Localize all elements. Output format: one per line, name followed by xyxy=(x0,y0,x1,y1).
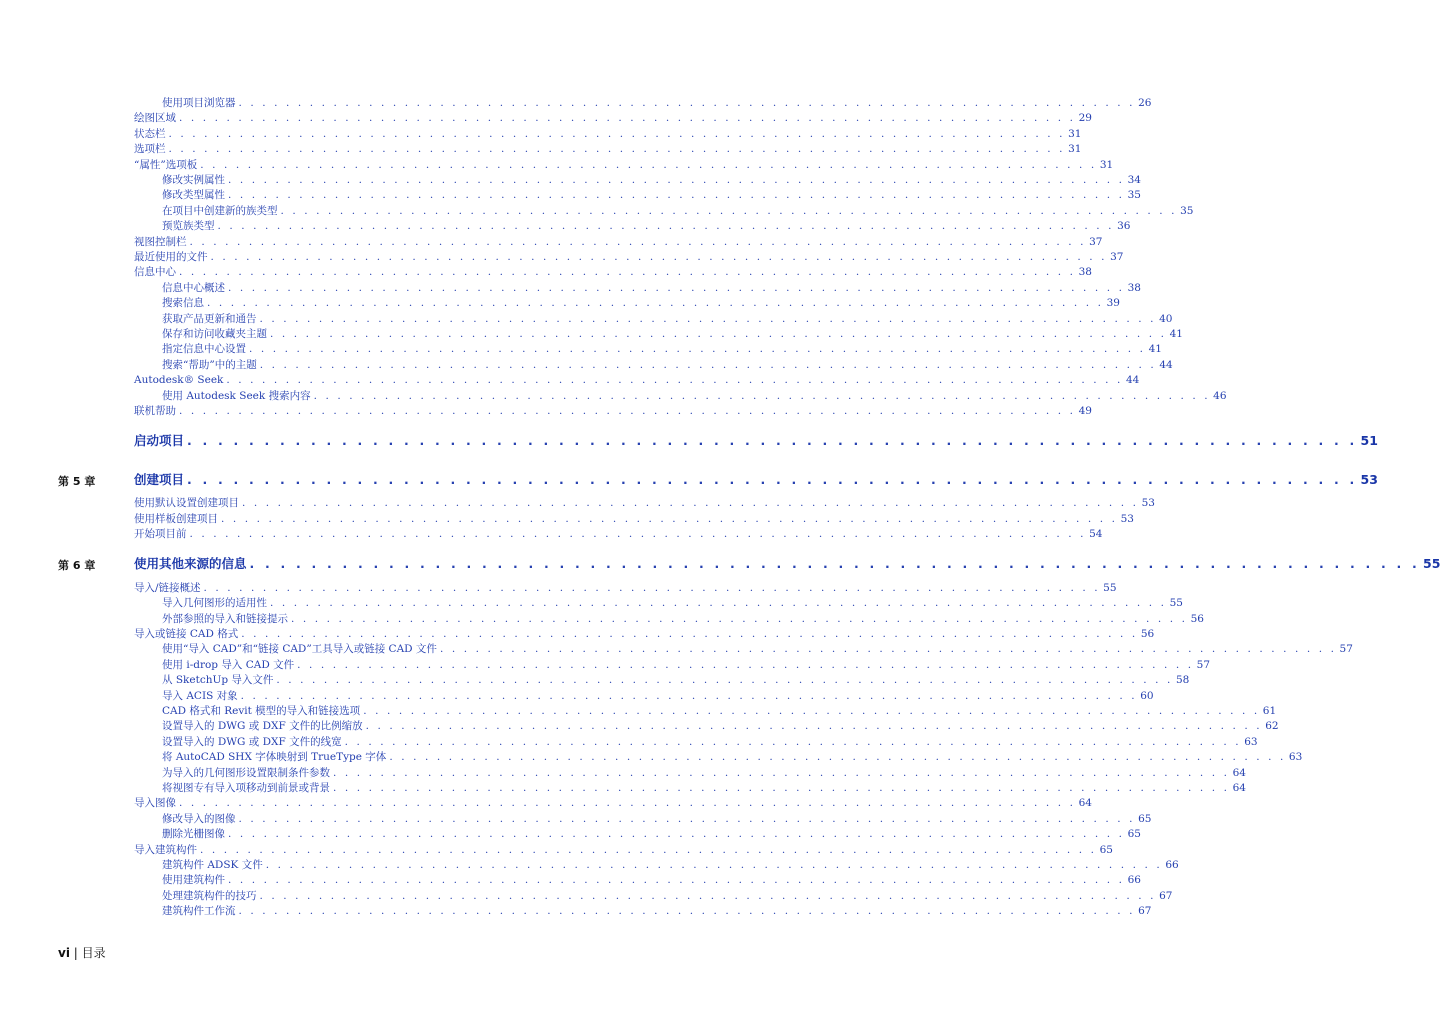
toc-page-number: 35 xyxy=(1180,204,1194,217)
toc-entry[interactable] xyxy=(0,219,1131,233)
toc-leader-dots: . . . . . . . . . . . . . . . . . . . . . . . . . . . . . . . . . . . . . . . . . . . . . . . . . . . . . . . . . . . . . . . . . . . . . . . . . . . . xyxy=(259,889,1157,902)
toc-entry-title: 将 AutoCAD SHX 字体映射到 TrueType 字体 xyxy=(162,751,387,764)
toc-entry-title: 修改类型属性 xyxy=(162,189,225,202)
toc-leader-dots: . . . . . . . . . . . . . . . . . . . . . . . . . . . . . . . . . . . . . . . . . . . . . . . . . . . . . . . . . . . . . . . . . . . . . . . . . . . . xyxy=(238,812,1136,825)
toc-page-number: 53 xyxy=(1120,512,1134,525)
toc-leader-dots: . . . . . . . . . . . . . . . . . . . . . . . . . . . . . . . . . . . . . . . . . . . . . . . . . . . . . . . . . . . . . . . . . . . . . . . . . . . . xyxy=(203,581,1101,594)
toc-leader-dots: . . . . . . . . . . . . . . . . . . . . . . . . . . . . . . . . . . . . . . . . . . . . . . . . . . . . . . . . . . . . . . . . . . . . . . . . . . . . xyxy=(228,828,1125,841)
toc-page-number: 38 xyxy=(1078,266,1092,279)
toc-leader-dots: . . . . . . . . . . . . . . . . . . . . . . . . . . . . . . . . . . . . . . . . . . . . . . . . . . . . . . . . . . . . . . . . . . . . . . . . . . . . xyxy=(179,405,1076,417)
toc-leader-dots: . . . . . . . . . . . . . . . . . . . . . . . . . . . . . . . . . . . . . . . . . . . . . . . . . . . . . . . . . . . . . . . . . . . . . . . . . . . . xyxy=(363,705,1260,717)
toc-entry-title: 使用项目浏览器 xyxy=(162,97,236,109)
toc-entry-title: 使用样板创建项目 xyxy=(134,512,218,525)
toc-entry-title: 建筑构件工作流 xyxy=(162,905,236,918)
toc-leader-dots: . . . . . . . . . . . . . . . . . . . . . . . . . . . . . . . . . . . . . . . . . . . . . . . . . . . . . . . . . . . . . . . . . . . . . . . . . . . . xyxy=(200,158,1097,171)
toc-entry-title: Autodesk® Seek xyxy=(134,374,224,387)
toc-page-number: 51 xyxy=(1360,433,1378,449)
toc-page-number: 66 xyxy=(1127,874,1141,887)
toc-page-number: 35 xyxy=(1127,189,1141,202)
toc-leader-dots: . . . . . . . . . . . . . . . . . . . . . . . . . . . . . . . . . . . . . . . . . . . . . . . . . . . . . . . . . . . . . . . . . . . . . . . . . . . . xyxy=(240,689,1138,702)
toc-entry[interactable] xyxy=(0,512,1134,526)
toc-leader-dots: . . . . . . . . . . . . . . . . . . . . . . . . . . . . . . . . . . . . . . . . . . . . . . . . . . . . . . . . . . . . . . . . . . . . . . . . . . . . xyxy=(187,433,1358,449)
toc-entry-title: 使用其他来源的信息 xyxy=(134,556,247,572)
toc-entry-title: 修改实例属性 xyxy=(162,174,225,186)
toc-entry-title: 使用 Autodesk Seek 搜索内容 xyxy=(162,389,311,402)
toc-entry[interactable] xyxy=(0,596,1183,610)
toc-leader-dots: . . . . . . . . . . . . . . . . . . . . . . . . . . . . . . . . . . . . . . . . . . . . . . . . . . . . . . . . . . . . . . . . . . . . . . . . . . . . xyxy=(270,597,1167,610)
toc-entry-title: 指定信息中心设置 xyxy=(162,343,246,356)
toc-entry[interactable] xyxy=(0,281,1141,295)
toc-entry-title: 导入建筑构件 xyxy=(134,843,197,856)
toc-leader-dots: . . . . . . . . . . . . . . . . . . . . . . . . . . . . . . . . . . . . . . . . . . . . . . . . . . . . . . . . . . . . . . . . . . . . . . . . . . . . xyxy=(389,751,1286,764)
toc-leader-dots: . . . . . . . . . . . . . . . . . . . . . . . . . . . . . . . . . . . . . . . . . . . . . . . . . . . . . . . . . . . . . . . . . . . . . . . . . . . . xyxy=(249,343,1146,356)
toc-leader-dots: . . . . . . . . . . . . . . . . . . . . . . . . . . . . . . . . . . . . . . . . . . . . . . . . . . . . . . . . . . . . . . . . . . . . . . . . . . . . xyxy=(291,612,1188,625)
toc-leader-dots: . . . . . . . . . . . . . . . . . . . . . . . . . . . . . . . . . . . . . . . . . . . . . . . . . . . . . . . . . . . . . . . . . . . . . . . . . . . . xyxy=(242,497,1139,510)
toc-leader-dots: . . . . . . . . . . . . . . . . . . . . . . . . . . . . . . . . . . . . . . . . . . . . . . . . . . . . . . . . . . . . . . . . . . . . . . . . . . . . xyxy=(228,189,1125,202)
toc-entry-title: 使用 i-drop 导入 CAD 文件 xyxy=(162,658,295,671)
toc-page-number: 36 xyxy=(1117,220,1131,233)
footer-page-number: vi xyxy=(58,946,70,960)
toc-entry[interactable] xyxy=(0,766,1246,780)
toc-page-number: 53 xyxy=(1141,497,1155,510)
toc-entry[interactable] xyxy=(0,373,1140,387)
toc-page-number: 31 xyxy=(1099,158,1114,171)
toc-entry-title: 将视图专有导入项移动到前景或背景 xyxy=(162,782,330,794)
toc-page-number: 46 xyxy=(1213,389,1227,402)
toc-leader-dots: . . . . . . . . . . . . . . . . . . . . . . . . . . . . . . . . . . . . . . . . . . . . . . . . . . . . . . . . . . . . . . . . . . . . . . . . . . . . xyxy=(238,905,1136,918)
toc-leader-dots: . . . . . . . . . . . . . . . . . . . . . . . . . . . . . . . . . . . . . . . . . . . . . . . . . . . . . . . . . . . . . . . . . . . . . . . . . . . . xyxy=(228,174,1125,186)
toc-entry[interactable] xyxy=(0,858,1179,872)
toc-entry-title: 从 SketchUp 导入文件 xyxy=(162,674,274,687)
toc-page-number: 55 xyxy=(1423,556,1440,572)
toc-entry[interactable] xyxy=(0,642,1353,656)
toc-page-number: 56 xyxy=(1140,628,1155,640)
toc-entry-title: 导入几何图形的适用性 xyxy=(162,597,267,610)
toc-page-number: 55 xyxy=(1169,597,1183,610)
toc-entry-title: “属性”选项板 xyxy=(134,158,198,171)
toc-page-number: 58 xyxy=(1175,674,1190,687)
toc-entry-title: 导入或链接 CAD 格式 xyxy=(134,628,239,640)
toc-page-number: 38 xyxy=(1127,281,1141,294)
toc-entry[interactable] xyxy=(0,904,1152,918)
toc-entry[interactable] xyxy=(0,796,1092,810)
toc-entry[interactable] xyxy=(0,719,1279,733)
toc-page-number: 64 xyxy=(1078,797,1092,810)
toc-entry[interactable] xyxy=(0,689,1154,703)
toc-leader-dots: . . . . . . . . . . . . . . . . . . . . . . . . . . . . . . . . . . . . . . . . . . . . . . . . . . . . . . . . . . . . . . . . . . . . . . . . . . . . xyxy=(238,97,1136,109)
toc-entry[interactable] xyxy=(0,527,1103,541)
toc-entry[interactable] xyxy=(0,158,1114,172)
toc-leader-dots: . . . . . . . . . . . . . . . . . . . . . . . . . . . . . . . . . . . . . . . . . . . . . . . . . . . . . . . . . . . . . . . . . . . . . . . . . . . . xyxy=(313,389,1211,402)
toc-entry[interactable] xyxy=(0,781,1246,795)
toc-leader-dots: . . . . . . . . . . . . . . . . . . . . . . . . . . . . . . . . . . . . . . . . . . . . . . . . . . . . . . . . . . . . . . . . . . . . . . . . . . . . xyxy=(333,782,1230,794)
toc-entry-title: 在项目中创建新的族类型 xyxy=(162,204,278,217)
toc-leader-dots: . . . . . . . . . . . . . . . . . . . . . . . . . . . . . . . . . . . . . . . . . . . . . . . . . . . . . . . . . . . . . . . . . . . . . . . . . . . . xyxy=(259,358,1157,371)
toc-entry-title: 搜索“帮助”中的主题 xyxy=(162,358,257,371)
toc-page-number: 34 xyxy=(1127,174,1141,186)
toc-entry-title: 状态栏 xyxy=(134,127,166,140)
toc-leader-dots: . . . . . . . . . . . . . . . . . . . . . . . . . . . . . . . . . . . . . . . . . . . . . . . . . . . . . . . . . . . . . . . . . . . . . . . . . . . . xyxy=(207,297,1104,310)
toc-leader-dots: . . . . . . . . . . . . . . . . . . . . . . . . . . . . . . . . . . . . . . . . . . . . . . . . . . . . . . . . . . . . . . . . . . . . . . . . . . . . xyxy=(365,720,1263,733)
toc-entry-title: 处理建筑构件的技巧 xyxy=(162,889,257,902)
toc-entry[interactable] xyxy=(0,612,1204,626)
toc-entry[interactable] xyxy=(0,873,1141,887)
toc-page-number: 39 xyxy=(1106,297,1120,310)
toc-entry[interactable] xyxy=(0,704,1277,718)
toc-leader-dots: . . . . . . . . . . . . . . . . . . . . . . . . . . . . . . . . . . . . . . . . . . . . . . . . . . . . . . . . . . . . . . . . . . . . . . . . . . . . xyxy=(259,312,1157,325)
toc-entry-title: 导入图像 xyxy=(134,797,176,810)
chapter-label: 第 6 章 xyxy=(58,559,96,573)
toc-entry[interactable] xyxy=(0,750,1303,764)
toc-leader-dots: . . . . . . . . . . . . . . . . . . . . . . . . . . . . . . . . . . . . . . . . . . . . . . . . . . . . . . . . . . . . . . . . . . . . . . . . . . . . xyxy=(228,874,1125,887)
toc-page-number: 40 xyxy=(1159,312,1173,325)
toc-entry[interactable] xyxy=(0,327,1183,341)
toc-entry[interactable] xyxy=(0,496,1155,510)
toc-entry-title: 最近使用的文件 xyxy=(134,251,208,263)
toc-leader-dots: . . . . . . . . . . . . . . . . . . . . . . . . . . . . . . . . . . . . . . . . . . . . . . . . . . . . . . . . . . . . . . . . . . . . . . . . . . . . xyxy=(189,528,1087,540)
toc-page-number: 37 xyxy=(1110,251,1124,263)
toc-page-number: 57 xyxy=(1196,658,1211,671)
toc-page-number: 64 xyxy=(1232,782,1246,794)
toc-entry[interactable] xyxy=(0,827,1141,841)
toc-entry[interactable] xyxy=(0,889,1173,903)
toc-page-number: 37 xyxy=(1089,235,1103,248)
toc-entry-title: 使用建筑构件 xyxy=(162,874,225,887)
toc-leader-dots: . . . . . . . . . . . . . . . . . . . . . . . . . . . . . . . . . . . . . . . . . . . . . . . . . . . . . . . . . . . . . . . . . . . . . . . . . . . . xyxy=(221,512,1118,525)
toc-entry[interactable] xyxy=(0,342,1162,356)
footer-section-title: 目录 xyxy=(81,946,106,960)
toc-page-number: 44 xyxy=(1126,374,1140,387)
toc-entry-title: 修改导入的图像 xyxy=(162,812,236,825)
toc-leader-dots: . . . . . . . . . . . . . . . . . . . . . . . . . . . . . . . . . . . . . . . . . . . . . . . . . . . . . . . . . . . . . . . . . . . . . . . . . . . . xyxy=(265,859,1163,871)
toc-entry-title: 开始项目前 xyxy=(134,528,187,540)
toc-entry-title: 导入/链接概述 xyxy=(134,581,201,594)
toc-chapter-entry[interactable] xyxy=(0,556,1440,572)
toc-leader-dots: . . . . . . . . . . . . . . . . . . . . . . . . . . . . . . . . . . . . . . . . . . . . . . . . . . . . . . . . . . . . . . . . . . . . . . . . . . . . xyxy=(439,643,1337,656)
toc-entry[interactable] xyxy=(0,96,1152,110)
toc-entry-title: 绘图区域 xyxy=(134,112,176,125)
toc-leader-dots: . . . . . . . . . . . . . . . . . . . . . . . . . . . . . . . . . . . . . . . . . . . . . . . . . . . . . . . . . . . . . . . . . . . . . . . . . . . . xyxy=(179,266,1076,279)
toc-page-number: 57 xyxy=(1339,643,1353,656)
toc-page-number: 55 xyxy=(1103,581,1117,594)
toc-entry-title: 信息中心 xyxy=(134,266,176,279)
toc-leader-dots: . . . . . . . . . . . . . . . . . . . . . . . . . . . . . . . . . . . . . . . . . . . . . . . . . . . . . . . . . . . . . . . . . . . . . . . . . . . . xyxy=(210,251,1108,263)
toc-page-number: 60 xyxy=(1140,689,1154,702)
toc-entry-title: 外部参照的导入和链接提示 xyxy=(162,612,288,625)
toc-page-number: 66 xyxy=(1165,859,1179,871)
toc-leader-dots: . . . . . . . . . . . . . . . . . . . . . . . . . . . . . . . . . . . . . . . . . . . . . . . . . . . . . . . . . . . . . . . . . . . . . . . . . . . . xyxy=(168,143,1066,156)
toc-entry-title: 联机帮助 xyxy=(134,405,176,417)
toc-leader-dots: . . . . . . . . . . . . . . . . . . . . . . . . . . . . . . . . . . . . . . . . . . . . . . . . . . . . . . . . . . . . . . . . . . . . . . . . . . . . xyxy=(179,797,1076,810)
toc-leader-dots: . . . . . . . . . . . . . . . . . . . . . . . . . . . . . . . . . . . . . . . . . . . . . . . . . . . . . . . . . . . . . . . . . . . . . . . . . . . . xyxy=(344,735,1242,748)
toc-page-number: 53 xyxy=(1360,471,1378,487)
toc-entry-title: 信息中心概述 xyxy=(162,281,225,294)
toc-entry[interactable] xyxy=(0,296,1120,310)
toc-entry[interactable] xyxy=(0,843,1113,857)
toc-entry[interactable] xyxy=(0,735,1258,749)
toc-page-number: 65 xyxy=(1099,843,1113,856)
toc-page-number: 49 xyxy=(1078,405,1092,417)
toc-entry[interactable] xyxy=(0,312,1173,326)
toc-entry[interactable] xyxy=(0,358,1173,372)
toc-entry-title: 获取产品更新和通告 xyxy=(162,312,257,325)
toc-page-number: 26 xyxy=(1138,97,1152,109)
toc-page-number: 56 xyxy=(1190,612,1204,625)
toc-entry-title: 保存和访问收藏夹主题 xyxy=(162,328,267,340)
toc-entry[interactable] xyxy=(0,389,1227,403)
toc-leader-dots: . . . . . . . . . . . . . . . . . . . . . . . . . . . . . . . . . . . . . . . . . . . . . . . . . . . . . . . . . . . . . . . . . . . . . . . . . . . . xyxy=(179,112,1076,125)
toc-entry-title: 视图控制栏 xyxy=(134,235,187,248)
toc-entry[interactable] xyxy=(0,127,1082,141)
toc-entry-title: 预览族类型 xyxy=(162,220,215,233)
toc-entry[interactable] xyxy=(0,235,1103,249)
toc-entry[interactable] xyxy=(0,658,1211,672)
toc-entry[interactable] xyxy=(0,265,1092,279)
toc-entry-title: 删除光栅图像 xyxy=(162,828,225,841)
toc-leader-dots: . . . . . . . . . . . . . . . . . . . . . . . . . . . . . . . . . . . . . . . . . . . . . . . . . . . . . . . . . . . . . . . . . . . . . . . . . . . . xyxy=(226,374,1123,387)
toc-entry[interactable] xyxy=(0,111,1092,125)
toc-page-number: 67 xyxy=(1138,905,1152,918)
toc-entry-title: 设置导入的 DWG 或 DXF 文件的线宽 xyxy=(162,735,342,748)
toc-entry[interactable] xyxy=(0,204,1194,218)
toc-entry[interactable] xyxy=(0,673,1190,687)
toc-page-number: 41 xyxy=(1148,343,1162,356)
toc-leader-dots: . . . . . . . . . . . . . . . . . . . . . . . . . . . . . . . . . . . . . . . . . . . . . . . . . . . . . . . . . . . . . . . . . . . . . . . . . . . . xyxy=(249,556,1420,572)
toc-page-number: 63 xyxy=(1244,735,1258,748)
toc-entry-title: 创建项目 xyxy=(134,471,185,487)
toc-leader-dots: . . . . . . . . . . . . . . . . . . . . . . . . . . . . . . . . . . . . . . . . . . . . . . . . . . . . . . . . . . . . . . . . . . . . . . . . . . . . xyxy=(276,674,1173,687)
toc-leader-dots: . . . . . . . . . . . . . . . . . . . . . . . . . . . . . . . . . . . . . . . . . . . . . . . . . . . . . . . . . . . . . . . . . . . . . . . . . . . . xyxy=(228,281,1125,294)
toc-page-number: 67 xyxy=(1159,889,1173,902)
toc-entry-title: 导入 ACIS 对象 xyxy=(162,689,238,702)
toc-entry[interactable] xyxy=(0,581,1117,595)
toc-entry-title: 搜索信息 xyxy=(162,297,204,310)
toc-page-number: 29 xyxy=(1078,112,1092,125)
toc-leader-dots: . . . . . . . . . . . . . . . . . . . . . . . . . . . . . . . . . . . . . . . . . . . . . . . . . . . . . . . . . . . . . . . . . . . . . . . . . . . . xyxy=(187,471,1358,487)
toc-page-number: 31 xyxy=(1068,127,1082,140)
toc-leader-dots: . . . . . . . . . . . . . . . . . . . . . . . . . . . . . . . . . . . . . . . . . . . . . . . . . . . . . . . . . . . . . . . . . . . . . . . . . . . . xyxy=(270,328,1167,340)
toc-page-number: 41 xyxy=(1169,328,1183,340)
toc-chapter-entry[interactable] xyxy=(0,433,1378,449)
toc-leader-dots: . . . . . . . . . . . . . . . . . . . . . . . . . . . . . . . . . . . . . . . . . . . . . . . . . . . . . . . . . . . . . . . . . . . . . . . . . . . . xyxy=(200,843,1097,856)
toc-leader-dots: . . . . . . . . . . . . . . . . . . . . . . . . . . . . . . . . . . . . . . . . . . . . . . . . . . . . . . . . . . . . . . . . . . . . . . . . . . . . xyxy=(280,204,1178,217)
toc-page-number: 44 xyxy=(1159,358,1173,371)
chapter-label: 第 5 章 xyxy=(58,474,96,488)
toc-leader-dots: . . . . . . . . . . . . . . . . . . . . . . . . . . . . . . . . . . . . . . . . . . . . . . . . . . . . . . . . . . . . . . . . . . . . . . . . . . . . xyxy=(168,127,1066,140)
toc-page-number: 54 xyxy=(1089,528,1103,540)
toc-page-number: 31 xyxy=(1068,143,1082,156)
footer-separator: | xyxy=(73,946,78,960)
toc-entry-title: 使用默认设置创建项目 xyxy=(134,497,239,510)
toc-page-number: 63 xyxy=(1288,751,1303,764)
toc-entry[interactable] xyxy=(0,404,1092,418)
toc-entry[interactable] xyxy=(0,142,1082,156)
toc-entry[interactable] xyxy=(0,188,1141,202)
toc-entry-title: 选项栏 xyxy=(134,143,166,156)
page-footer xyxy=(58,944,106,961)
toc-leader-dots: . . . . . . . . . . . . . . . . . . . . . . . . . . . . . . . . . . . . . . . . . . . . . . . . . . . . . . . . . . . . . . . . . . . . . . . . . . . . xyxy=(297,658,1194,671)
toc-leader-dots: . . . . . . . . . . . . . . . . . . . . . . . . . . . . . . . . . . . . . . . . . . . . . . . . . . . . . . . . . . . . . . . . . . . . . . . . . . . . xyxy=(217,220,1115,233)
toc-entry[interactable] xyxy=(0,812,1152,826)
toc-page-number: 65 xyxy=(1127,828,1141,841)
toc-page-number: 64 xyxy=(1232,766,1246,779)
toc-entry-title: 设置导入的 DWG 或 DXF 文件的比例缩放 xyxy=(162,720,363,733)
toc-entry-title: 启动项目 xyxy=(134,433,185,449)
toc-page-number: 65 xyxy=(1138,812,1152,825)
toc-chapter-entry[interactable] xyxy=(0,471,1378,488)
toc-entry[interactable] xyxy=(0,250,1124,264)
toc-leader-dots: . . . . . . . . . . . . . . . . . . . . . . . . . . . . . . . . . . . . . . . . . . . . . . . . . . . . . . . . . . . . . . . . . . . . . . . . . . . . xyxy=(333,766,1230,779)
toc-page-number: 61 xyxy=(1262,705,1277,717)
toc-leader-dots: . . . . . . . . . . . . . . . . . . . . . . . . . . . . . . . . . . . . . . . . . . . . . . . . . . . . . . . . . . . . . . . . . . . . . . . . . . . . xyxy=(189,235,1087,248)
toc-entry-title: 建筑构件 ADSK 文件 xyxy=(162,859,263,871)
toc-entry-title: 使用“导入 CAD”和“链接 CAD”工具导入或链接 CAD 文件 xyxy=(162,643,437,656)
toc-entry-title: 为导入的几何图形设置限制条件参数 xyxy=(162,766,330,779)
toc-entry[interactable] xyxy=(0,627,1155,641)
toc-leader-dots: . . . . . . . . . . . . . . . . . . . . . . . . . . . . . . . . . . . . . . . . . . . . . . . . . . . . . . . . . . . . . . . . . . . . . . . . . . . . xyxy=(241,628,1138,640)
toc-entry[interactable] xyxy=(0,173,1141,187)
toc-entry-title: CAD 格式和 Revit 模型的导入和链接选项 xyxy=(162,705,361,717)
toc-page-number: 62 xyxy=(1265,720,1279,733)
